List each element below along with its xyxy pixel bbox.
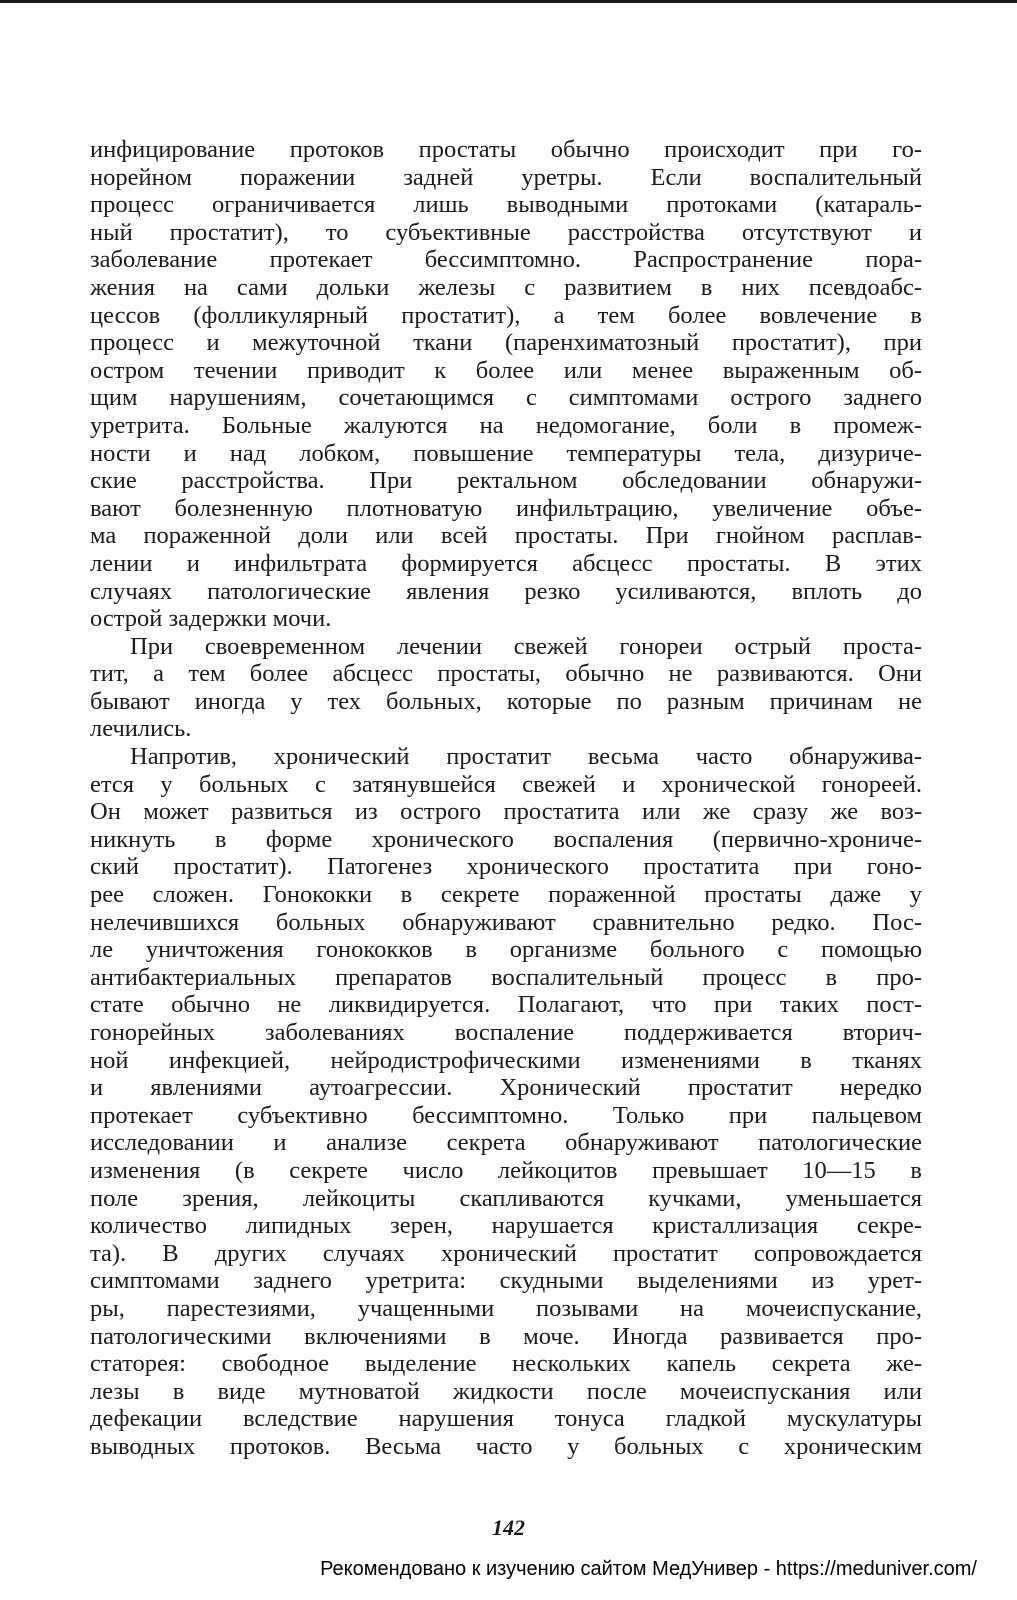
text-line: ности и над лобком, повышение температуры тела, дизуриче- — [90, 439, 922, 467]
text-line: исследовании и анализе секрета обнаруживают патологические — [90, 1129, 922, 1157]
text-line: никнуть в форме хронического воспаления (первично-хрониче- — [90, 825, 922, 853]
text-line: симптомами заднего уретрита: скудными выделениями из урет- — [90, 1267, 922, 1295]
text-line: бывают иногда у тех больных, которые по разным причинам не — [90, 687, 922, 715]
text-line: процесс и межуточной ткани (паренхиматозный простатит), при — [90, 329, 922, 357]
text-line: вают болезненную плотноватую инфильтрацию, увеличение объе- — [90, 494, 922, 522]
text-line: протекает субъективно бессимптомно. Только при пальцевом — [90, 1101, 922, 1129]
text-line: лении и инфильтрата формируется абсцесс простаты. В этих — [90, 549, 922, 577]
text-line: норейном поражении задней уретры. Если воспалительный — [90, 163, 922, 191]
text-line: ется у больных с затянувшейся свежей и хронической гонореей. — [90, 770, 922, 798]
text-line: щим нарушениям, сочетающимся с симптомами острого заднего — [90, 384, 922, 412]
text-line: заболевание протекает бессимптомно. Распространение пора- — [90, 246, 922, 274]
text-line: лезы в виде мутноватой жидкости после мочеиспускания или — [90, 1377, 922, 1405]
text-line: выводных протоков. Весьма часто у больных с хроническим — [90, 1432, 922, 1460]
text-line: и явлениями аутоагрессии. Хронический простатит нередко — [90, 1074, 922, 1102]
text-line: ный простатит), то субъективные расстройства отсутствуют и — [90, 218, 922, 246]
text-line: рее сложен. Гонококки в секрете пораженной простаты даже у — [90, 881, 922, 909]
text-line: ры, парестезиями, учащенными позывами на мочеиспускание, — [90, 1294, 922, 1322]
text-line: ма пораженной доли или всей простаты. При гнойном расплав- — [90, 522, 922, 550]
text-line: та). В других случаях хронический простатит сопровождается — [90, 1239, 922, 1267]
text-line: ле уничтожения гонококков в организме больного с помощью — [90, 936, 922, 964]
text-line: острой задержки мочи. — [90, 605, 332, 633]
text-line: уретрита. Больные жалуются на недомогание, боли в промеж- — [90, 411, 922, 439]
page-number: 142 — [492, 1515, 525, 1540]
text-line: антибактериальных препаратов воспалительный процесс в про- — [90, 963, 922, 991]
text-line: нелечившихся больных обнаруживают сравнительно редко. Пос- — [90, 908, 922, 936]
text-line: случаях патологические явления резко усиливаются, вплоть до — [90, 577, 922, 605]
text-line: ной инфекцией, нейродистрофическими изменениями в тканях — [90, 1046, 922, 1074]
text-line: остром течении приводит к более или менее выраженным об- — [90, 356, 922, 384]
text-line: поле зрения, лейкоциты скапливаются кучками, уменьшается — [90, 1184, 922, 1212]
text-line: ские расстройства. При ректальном обследовании обнаружи- — [90, 467, 922, 495]
text-line: лечились. — [90, 715, 192, 743]
text-line: При своевременном лечении свежей гонореи острый проста- — [130, 632, 922, 660]
text-line: цессов (фолликулярный простатит), а тем более вовлечение в — [90, 301, 922, 329]
text-line: статорея: свободное выделение нескольких капель секрета же- — [90, 1350, 922, 1378]
text-line: инфицирование протоков простаты обычно происходит при го- — [90, 136, 922, 163]
text-line: гонорейных заболеваниях воспаление поддерживается вторич- — [90, 1019, 922, 1046]
text-line: дефекации вследствие нарушения тонуса гладкой мускулатуры — [90, 1405, 922, 1433]
text-line: патологическими включениями в моче. Иногда развивается про- — [90, 1322, 922, 1350]
text-line: тит, а тем более абсцесс простаты, обычно не развиваются. Они — [90, 660, 922, 688]
footer-note: Рекомендовано к изучению сайтом МедУнивер - https://meduniver.com/ — [320, 1558, 977, 1580]
text-line: статe обычно не ликвидируется. Полагают, что при таких пост- — [90, 991, 922, 1019]
text-line: Напротив, хронический простатит весьма часто обнаружива- — [130, 743, 922, 771]
text-body — [90, 136, 922, 1461]
text-line: количество липидных зерен, нарушается кристаллизация секре- — [90, 1212, 922, 1240]
text-line: жения на сами дольки железы с развитием в них псевдоабс- — [90, 273, 922, 301]
top-border-line — [0, 0, 1017, 3]
text-line: процесс ограничивается лишь выводными протоками (катараль- — [90, 191, 922, 219]
text-line: ский простатит). Патогенез хронического простатита при гоно- — [90, 853, 922, 881]
text-line: изменения (в секрете число лейкоцитов превышает 10—15 в — [90, 1156, 922, 1184]
text-line: Он может развиться из острого простатита или же сразу же воз- — [90, 798, 922, 826]
